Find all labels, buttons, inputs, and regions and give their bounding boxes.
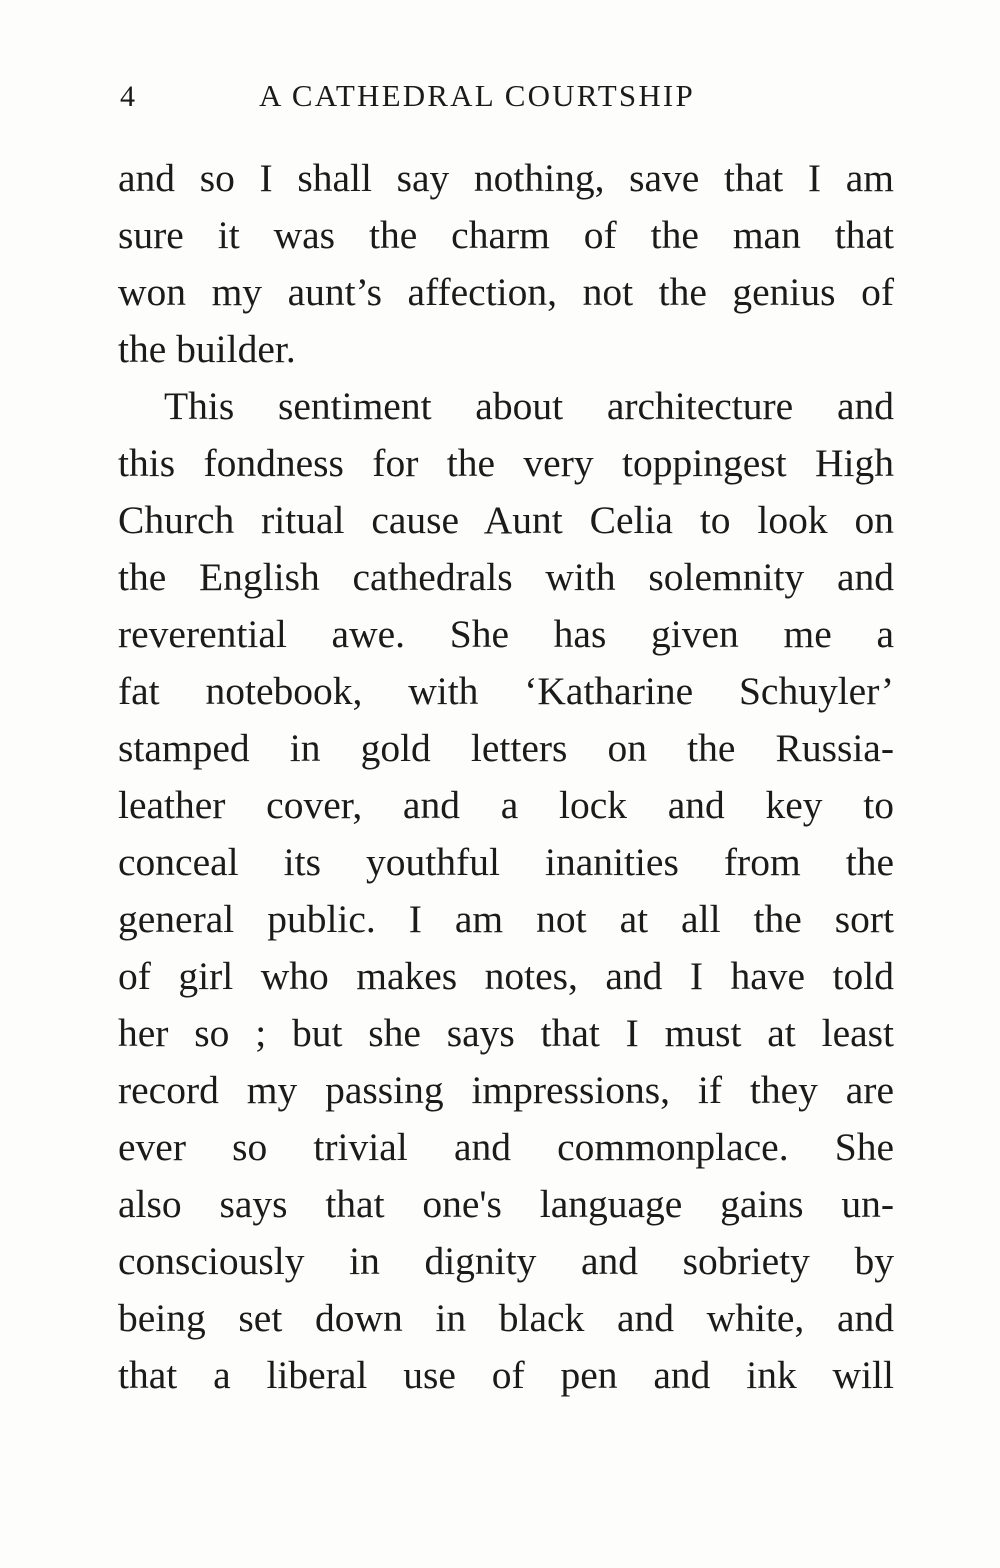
text-line: conceal its youthful inanities from the bbox=[118, 840, 894, 884]
running-head bbox=[120, 74, 900, 124]
text-line: ever so trivial and commonplace. She bbox=[118, 1125, 894, 1169]
text-line: her so ; but she says that I must at least bbox=[118, 1011, 894, 1055]
text-line: the builder. bbox=[118, 327, 296, 371]
text-line: sure it was the charm of the man that bbox=[118, 213, 894, 257]
text-line: of girl who makes notes, and I have told bbox=[118, 954, 894, 998]
text-line: consciously in dignity and sobriety by bbox=[118, 1239, 894, 1283]
running-title: A CATHEDRAL COURTSHIP bbox=[259, 78, 695, 113]
text-line: also says that one's language gains un- bbox=[118, 1182, 894, 1226]
text-line: the English cathedrals with solemnity and bbox=[118, 555, 894, 599]
text-line: This sentiment about architecture and bbox=[164, 384, 894, 428]
text-line: this fondness for the very toppingest High bbox=[118, 441, 894, 485]
text-line: general public. I am not at all the sort bbox=[118, 897, 894, 941]
text-line: fat notebook, with ‘Katharine Schuyler’ bbox=[118, 669, 894, 713]
text-line: being set down in black and white, and bbox=[118, 1296, 894, 1340]
text-line: and so I shall say nothing, save that I am bbox=[118, 156, 894, 200]
body-text bbox=[118, 150, 894, 1404]
text-line: stamped in gold letters on the Russia- bbox=[118, 726, 894, 770]
text-line: reverential awe. She has given me a bbox=[118, 612, 894, 656]
text-line: that a liberal use of pen and ink will bbox=[118, 1353, 894, 1397]
text-line: leather cover, and a lock and key to bbox=[118, 783, 894, 827]
text-line: record my passing impressions, if they are bbox=[118, 1068, 894, 1112]
page-number: 4 bbox=[120, 80, 136, 113]
text-line: won my aunt’s affection, not the genius of bbox=[118, 270, 894, 314]
text-line: Church ritual cause Aunt Celia to look on bbox=[118, 498, 894, 542]
